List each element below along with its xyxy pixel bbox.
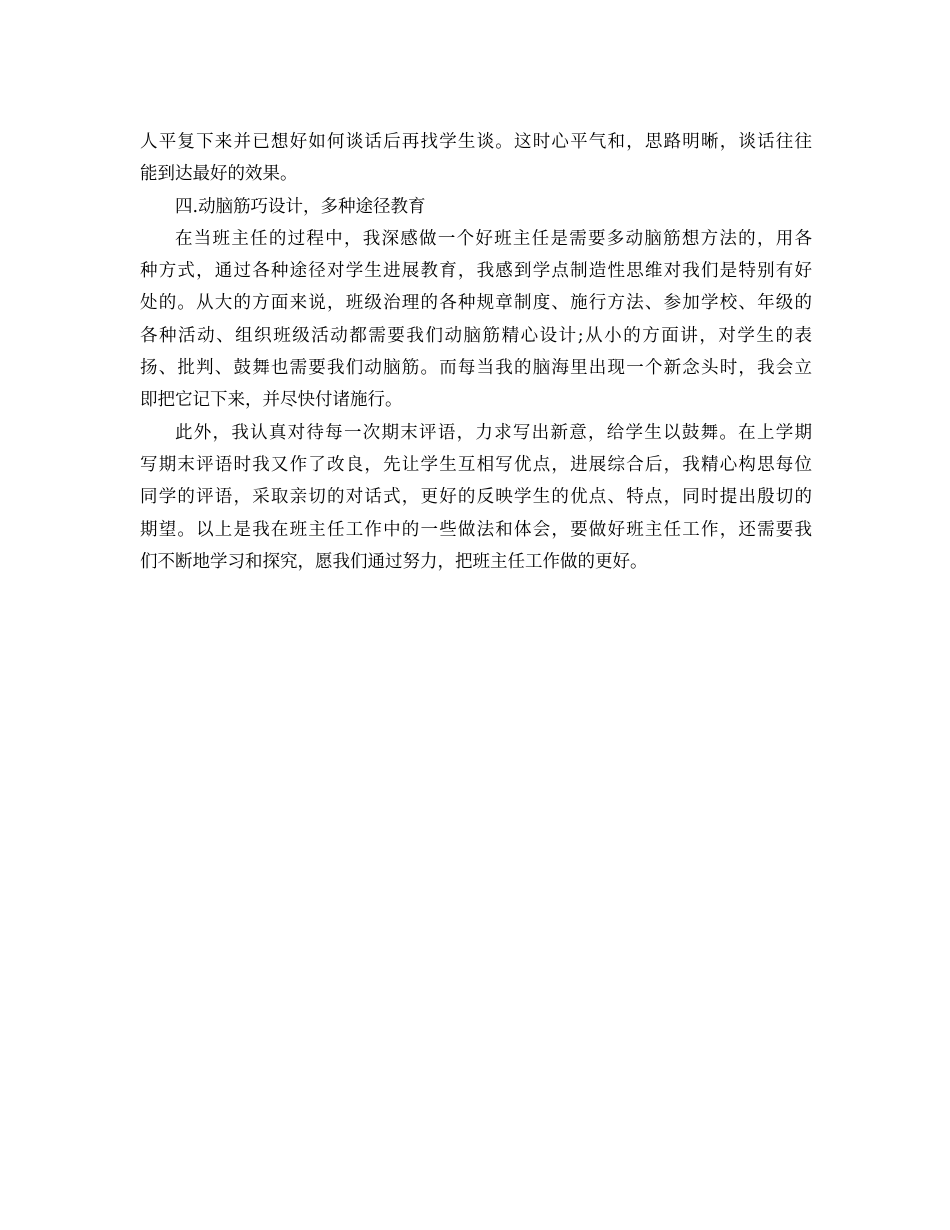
text-line: 在当班主任的过程中，我深感做一个好班主任是需要多动脑筋想方法的，用各 — [175, 228, 812, 249]
text-line: 各种活动、组织班级活动都需要我们动脑筋精心设计;从小的方面讲，对学生的表 — [140, 325, 812, 346]
text-line: 人平复下来并已想好如何谈话后再找学生谈。这时心平气和，思路明晰，谈话往往 — [140, 132, 812, 152]
text-line: 此外，我认真对待每一次期末评语，力求写出新意，给学生以鼓舞。在上学期 — [175, 422, 812, 443]
text-line: 处的。从大的方面来说，班级治理的各种规章制度、施行方法、参加学校、年级的 — [140, 293, 812, 314]
text-line: 写期末评语时我又作了改良，先让学生互相写优点，进展综合后，我精心构思每位 — [140, 454, 812, 475]
section-heading — [140, 191, 812, 223]
text-line: 扬、批判、鼓舞也需要我们动脑筋。而每当我的脑海里出现一个新念头时，我会立 — [140, 358, 812, 379]
text-line: 期望。以上是我在班主任工作中的一些做法和体会，要做好班主任工作，还需要我 — [140, 519, 812, 540]
text-line: 同学的评语，采取亲切的对话式，更好的反映学生的优点、特点，同时提出殷切的 — [140, 487, 812, 508]
text-line: 即把它记下来，并尽快付诸施行。 — [140, 390, 403, 411]
heading-text: 四.动脑筋巧设计，多种途径教育 — [175, 196, 426, 217]
paragraph-brainstorm — [140, 223, 812, 417]
text-line: 种方式，通过各种途径对学生进展教育，我感到学点制造性思维对我们是特别有好 — [140, 261, 812, 282]
text-line: 能到达最好的效果。 — [140, 164, 298, 185]
text-line: 们不断地学习和探究，愿我们通过努力，把班主任工作做的更好。 — [140, 551, 648, 572]
paragraph-continuation — [140, 126, 812, 191]
document-body — [140, 126, 812, 578]
paragraph-comments — [140, 417, 812, 578]
